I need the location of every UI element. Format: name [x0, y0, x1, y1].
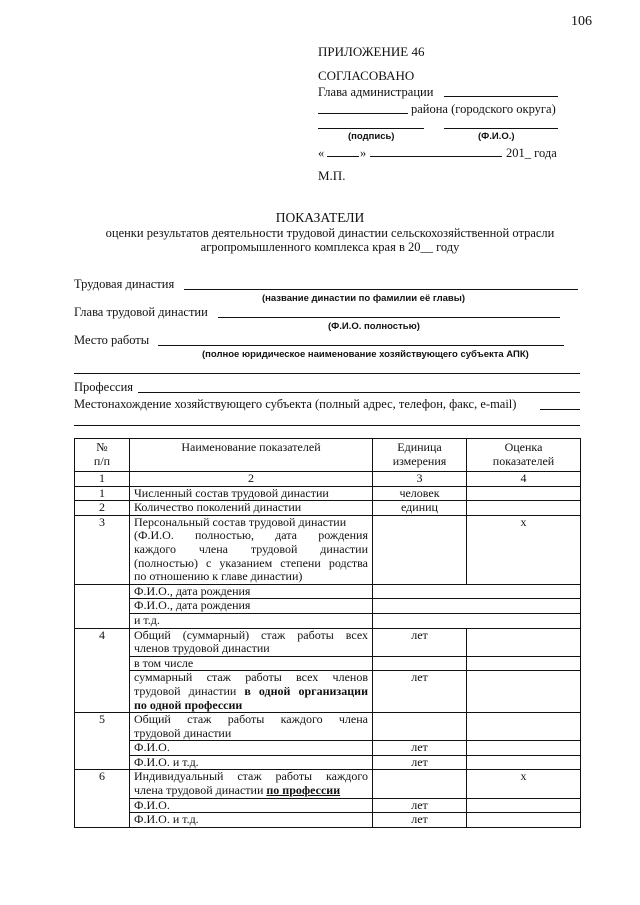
month-line[interactable] [370, 144, 502, 157]
r4-name: Общий (суммарный) стаж работы всех членов трудовой династии [130, 628, 373, 656]
table-row: 6 Индивидуальный стаж работы каждого члена трудовой династии по профессии х [75, 770, 581, 798]
district-label: района (городского округа) [411, 102, 556, 116]
table-row: Ф.И.О. и т.д. лет [75, 755, 581, 770]
table-row: Ф.И.О. лет [75, 798, 581, 813]
value-cell[interactable] [373, 584, 581, 599]
unit-cell[interactable] [373, 515, 467, 584]
work-field[interactable] [158, 333, 564, 346]
header-score: Оценка показателей [467, 439, 581, 472]
stamp-label: М.П. [318, 168, 346, 183]
location-field-extra[interactable] [74, 413, 580, 426]
column-numbers-row: 1 2 3 4 [75, 472, 581, 487]
work-hint: (полное юридическое наименование хозяйствующего субъекта АПК) [202, 349, 529, 360]
score-cell[interactable] [467, 813, 581, 828]
signature-hint: (подпись) [348, 131, 395, 142]
table-row: 3 Персональный состав трудовой династии (Ф.И.О. полностью, дата рождения каждого члена трудовой династии (полностью) с указанием степени родства по отношению к главе династии) х [75, 515, 581, 584]
header-num: № п/п [75, 439, 130, 472]
table-row: 1 Численный состав трудовой династии человек [75, 486, 581, 501]
dynasty-label: Трудовая династия [74, 277, 175, 291]
r6-name: Индивидуальный стаж работы каждого члена трудовой династии по профессии [130, 770, 373, 798]
work-label: Место работы [74, 333, 150, 347]
score-cell[interactable] [467, 713, 581, 741]
table-header-row [75, 439, 581, 472]
head-admin-label: Глава администрации [318, 85, 434, 99]
district-line[interactable] [318, 101, 408, 114]
page-number: 106 [571, 14, 592, 29]
day-line[interactable] [327, 144, 359, 157]
table-row: и т.д. [75, 613, 581, 628]
appendix-label: ПРИЛОЖЕНИЕ 46 [318, 44, 425, 59]
document-title: ПОКАЗАТЕЛИ [275, 210, 365, 225]
indicators-table [74, 438, 581, 828]
work-field-extra[interactable] [74, 361, 580, 374]
unit-cell[interactable] [373, 770, 467, 798]
score-cell[interactable] [467, 628, 581, 656]
header-unit: Единица измерения [373, 439, 467, 472]
value-cell[interactable] [373, 599, 581, 614]
title-line-2: агропромышленного комплекса края в 20__ году [200, 240, 460, 254]
score-cell[interactable] [467, 671, 581, 713]
r3-name: Персональный состав трудовой династии (Ф.И.О. полностью, дата рождения каждого члена трудовой династии (полностью) с указанием степени родства по отношению к главе династии) [130, 515, 373, 584]
value-cell[interactable] [373, 613, 581, 628]
table-row: Ф.И.О. и т.д. лет [75, 813, 581, 828]
quote-close: » [360, 146, 367, 160]
profession-label: Профессия [74, 380, 134, 394]
head-admin-line[interactable] [444, 84, 558, 97]
score-cell[interactable] [467, 486, 581, 501]
location-label: Местонахождение хозяйствующего субъекта (полный адрес, телефон, факс, e-mail) [74, 397, 517, 411]
table-row: 2 Количество поколений династии единиц [75, 501, 581, 516]
table-row: Ф.И.О. лет [75, 741, 581, 756]
agreed-label: СОГЛАСОВАНО [318, 68, 415, 83]
dynasty-field[interactable] [184, 277, 578, 290]
table-row: 5 Общий стаж работы каждого члена трудовой династии [75, 713, 581, 741]
score-cell[interactable] [467, 798, 581, 813]
location-field[interactable] [540, 397, 580, 410]
score-cell[interactable] [467, 501, 581, 516]
head-label: Глава трудовой династии [74, 305, 208, 319]
table-row: Ф.И.О., дата рождения [75, 599, 581, 614]
r5-name: Общий стаж работы каждого члена трудовой династии [130, 713, 373, 741]
fio-hint: (Ф.И.О.) [478, 131, 515, 142]
head-field[interactable] [218, 305, 560, 318]
dynasty-hint: (название династии по фамилии её главы) [262, 293, 466, 304]
profession-field[interactable] [138, 380, 580, 393]
table-row: 4 Общий (суммарный) стаж работы всех членов трудовой династии лет [75, 628, 581, 656]
head-hint: (Ф.И.О. полностью) [328, 321, 420, 332]
score-cell[interactable] [467, 755, 581, 770]
year-label: 201_ года [506, 146, 557, 160]
signature-line[interactable] [318, 116, 424, 129]
header-name: Наименование показателей [130, 439, 373, 472]
fio-line[interactable] [444, 116, 558, 129]
table-row: в том числе [75, 656, 581, 671]
score-cell[interactable] [467, 741, 581, 756]
quote-open: « [318, 146, 325, 160]
table-row: суммарный стаж работы всех членов трудовой династии в одной организации по одной профессии лет [75, 671, 581, 713]
table-row: Ф.И.О., дата рождения [75, 584, 581, 599]
r4-sub-name: суммарный стаж работы всех членов трудовой династии в одной организации по одной профессии [130, 671, 373, 713]
title-line-1: оценки результатов деятельности трудовой династии сельскохозяйственной отрасли [105, 226, 555, 240]
unit-cell[interactable] [373, 713, 467, 741]
